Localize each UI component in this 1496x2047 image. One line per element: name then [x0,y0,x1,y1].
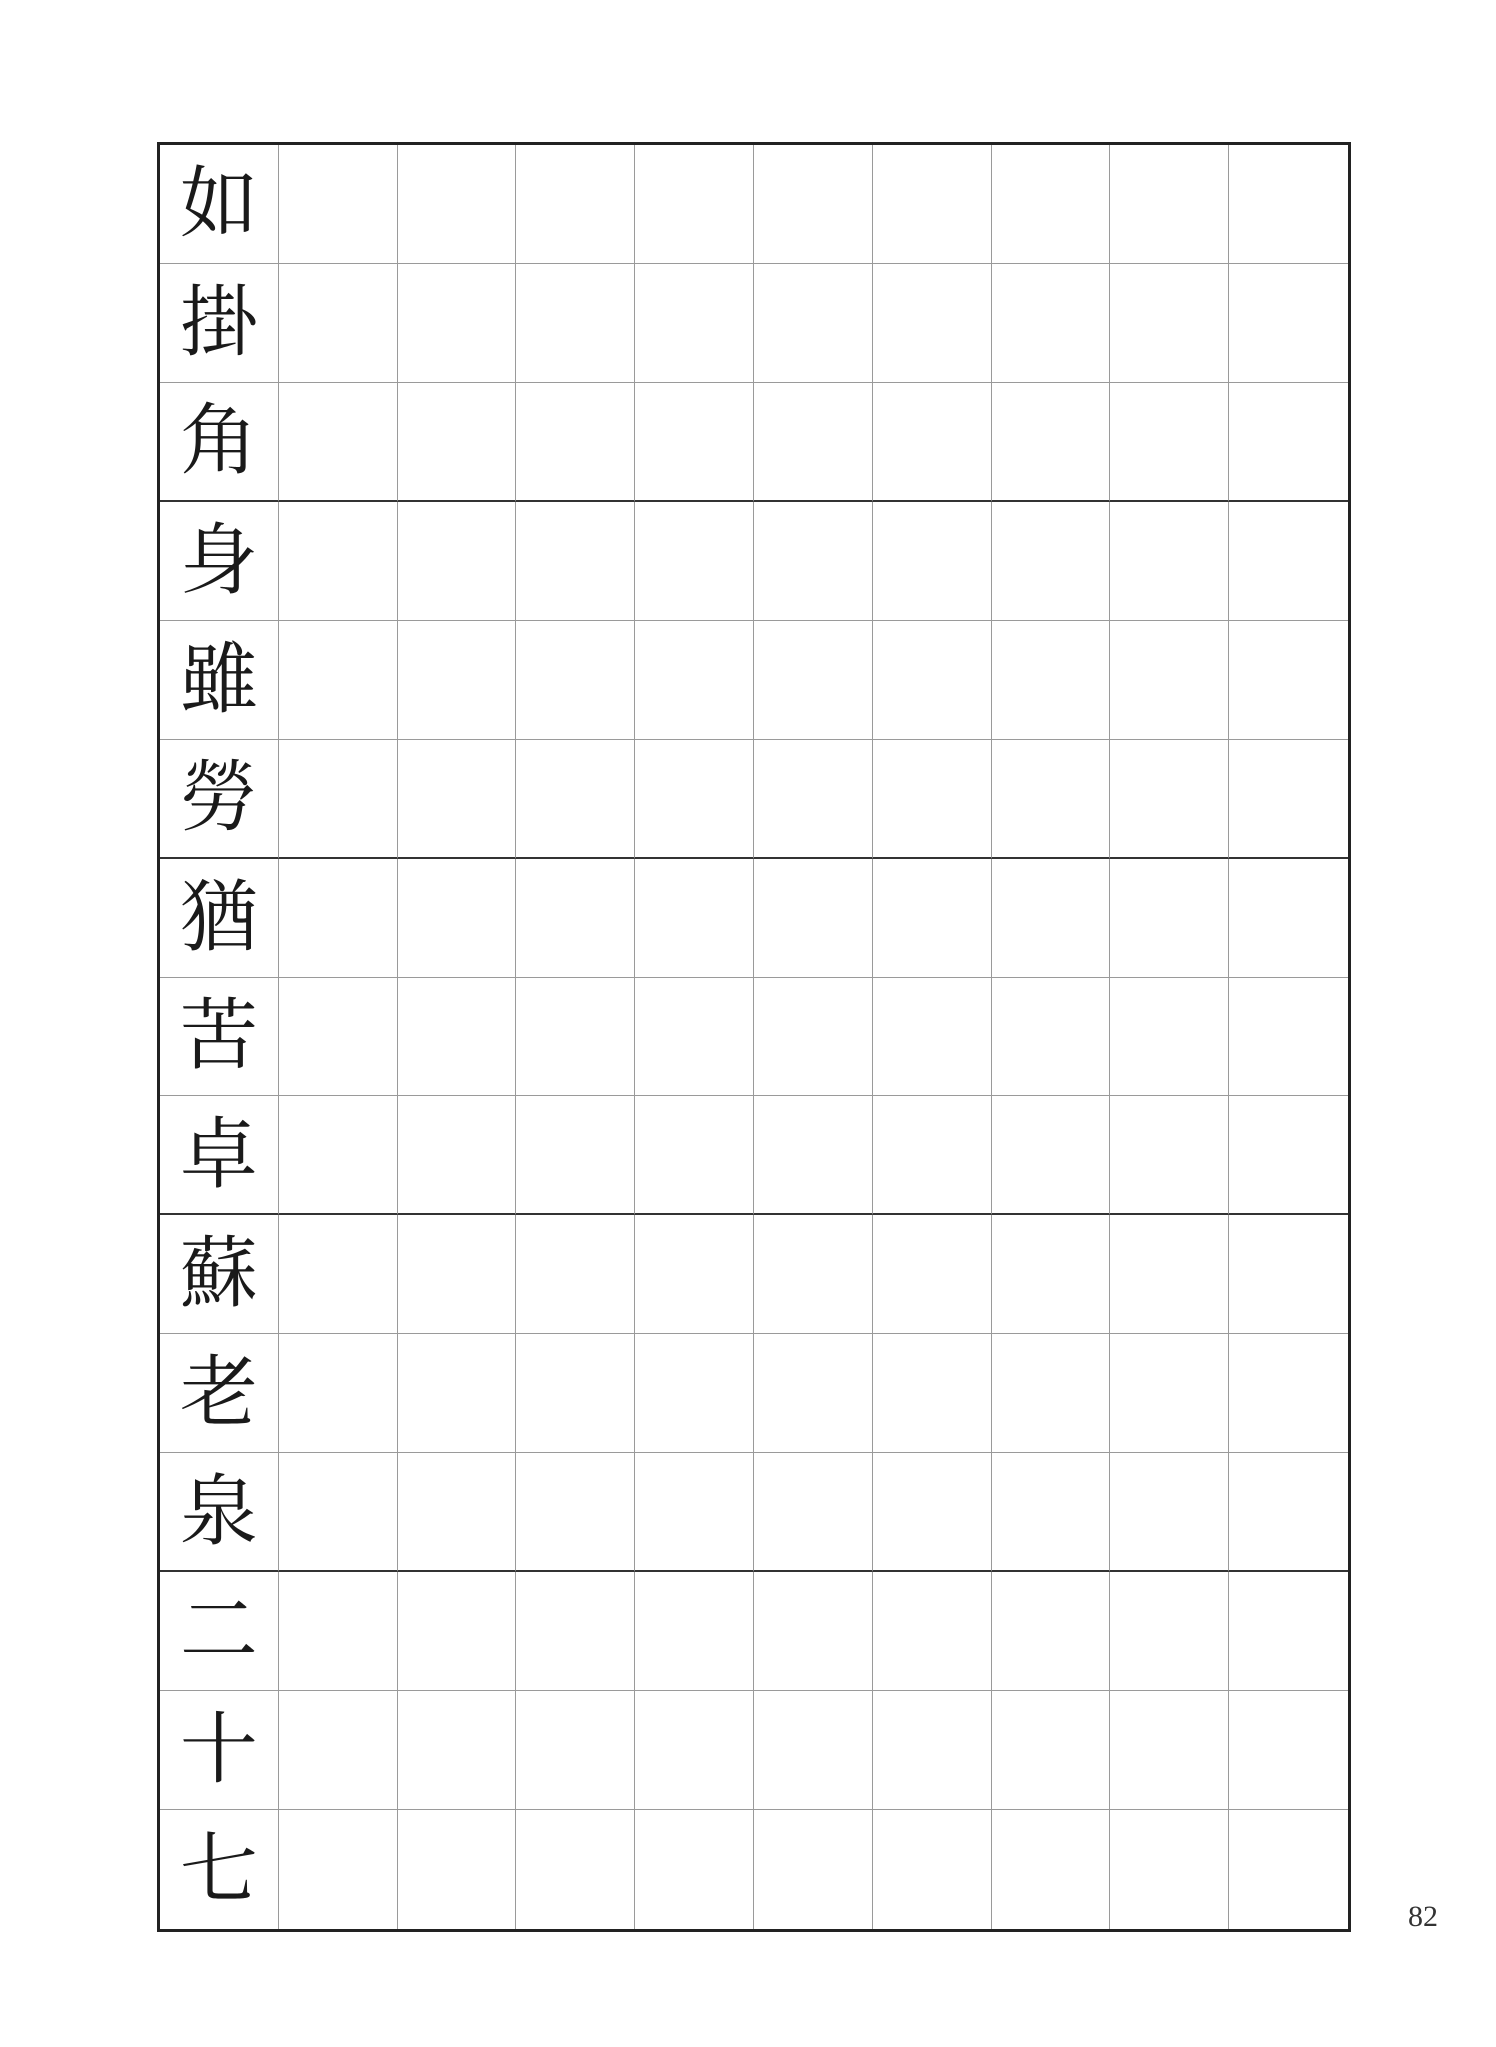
practice-cell [516,145,635,264]
practice-cell [516,740,635,859]
model-character: 猶 [179,872,258,963]
practice-cell [635,1453,754,1572]
practice-cell [992,1691,1111,1810]
practice-cell [873,740,992,859]
practice-cell [516,1334,635,1453]
practice-cell [992,978,1111,1097]
practice-cell [754,1453,873,1572]
practice-cell [873,383,992,502]
practice-cell [1110,1096,1229,1215]
practice-cell [754,978,873,1097]
model-character-cell [160,859,279,978]
practice-cell [873,1215,992,1334]
page-number: 82 [1408,1900,1438,1933]
practice-cell [398,1334,517,1453]
practice-cell [635,145,754,264]
practice-cell [635,264,754,383]
practice-cell [1229,1810,1348,1929]
practice-cell [754,740,873,859]
practice-cell [992,1572,1111,1691]
practice-cell [279,1453,398,1572]
practice-cell [754,502,873,621]
practice-cell [754,1691,873,1810]
practice-cell [279,1096,398,1215]
model-character-cell [160,621,279,740]
practice-cell [279,145,398,264]
practice-cell [1110,145,1229,264]
practice-cell [398,1572,517,1691]
practice-cell [992,621,1111,740]
practice-cell [279,859,398,978]
practice-cell [754,1096,873,1215]
practice-cell [754,1572,873,1691]
model-character-cell [160,502,279,621]
practice-cell [516,502,635,621]
practice-cell [635,383,754,502]
model-character-cell [160,383,279,502]
model-character: 七 [179,1824,258,1915]
practice-cell [873,978,992,1097]
model-character: 卓 [179,1109,258,1200]
practice-cell [1229,1215,1348,1334]
practice-cell [516,1096,635,1215]
model-character: 二 [179,1586,258,1677]
practice-cell [873,1096,992,1215]
practice-cell [635,1691,754,1810]
practice-cell [1110,264,1229,383]
practice-cell [279,740,398,859]
practice-cell [873,621,992,740]
practice-cell [279,1334,398,1453]
practice-cell [516,1691,635,1810]
practice-cell [992,1453,1111,1572]
model-character-cell [160,978,279,1097]
model-character-cell [160,1334,279,1453]
practice-cell [1229,740,1348,859]
practice-cell [1110,1334,1229,1453]
practice-cell [398,740,517,859]
practice-cell [398,978,517,1097]
model-character: 身 [179,515,258,606]
practice-cell [279,264,398,383]
practice-cell [754,145,873,264]
practice-cell [992,859,1111,978]
practice-cell [279,621,398,740]
practice-cell [873,1691,992,1810]
practice-cell [1110,859,1229,978]
practice-cell [1229,383,1348,502]
practice-cell [635,740,754,859]
practice-cell [1229,264,1348,383]
practice-cell [398,383,517,502]
practice-cell [1110,740,1229,859]
model-character-cell [160,1453,279,1572]
model-character-cell [160,1691,279,1810]
practice-cell [992,145,1111,264]
practice-cell [398,859,517,978]
practice-cell [398,1691,517,1810]
practice-cell [1229,145,1348,264]
practice-cell [516,264,635,383]
practice-cell [279,1810,398,1929]
practice-grid [157,142,1351,1932]
practice-cell [635,1096,754,1215]
practice-cell [279,502,398,621]
practice-cell [398,145,517,264]
model-character: 老 [179,1348,258,1439]
model-character-cell [160,145,279,264]
model-character: 角 [179,396,258,487]
practice-cell [516,859,635,978]
model-character-cell [160,1096,279,1215]
model-character-cell [160,1215,279,1334]
practice-cell [279,383,398,502]
practice-cell [635,502,754,621]
practice-cell [754,1810,873,1929]
practice-cell [754,859,873,978]
model-character: 勞 [179,753,258,844]
model-character: 掛 [179,277,258,368]
practice-cell [516,1453,635,1572]
practice-cell [873,1810,992,1929]
practice-cell [754,1334,873,1453]
practice-cell [1110,1572,1229,1691]
practice-cell [873,859,992,978]
practice-cell [1110,1215,1229,1334]
practice-cell [516,1572,635,1691]
practice-cell [1110,621,1229,740]
practice-cell [398,264,517,383]
practice-cell [635,859,754,978]
practice-cell [279,1215,398,1334]
model-character: 雖 [179,634,258,725]
practice-cell [1229,1453,1348,1572]
practice-cell [635,1572,754,1691]
practice-cell [754,621,873,740]
practice-cell [516,1810,635,1929]
practice-cell [635,1810,754,1929]
practice-cell [279,1691,398,1810]
practice-cell [1110,978,1229,1097]
model-character-cell [160,1810,279,1929]
practice-cell [873,1572,992,1691]
practice-cell [754,264,873,383]
practice-cell [992,383,1111,502]
practice-cell [398,1096,517,1215]
model-character: 如 [179,158,258,249]
practice-cell [873,1453,992,1572]
practice-cell [516,383,635,502]
practice-cell [873,145,992,264]
model-character: 苦 [179,991,258,1082]
practice-cell [635,1215,754,1334]
practice-cell [279,978,398,1097]
practice-cell [992,740,1111,859]
practice-cell [992,1810,1111,1929]
model-character-cell [160,740,279,859]
model-character-cell [160,1572,279,1691]
practice-cell [1110,502,1229,621]
practice-cell [1229,502,1348,621]
practice-cell [992,1334,1111,1453]
practice-cell [873,502,992,621]
practice-cell [635,978,754,1097]
practice-cell [1229,621,1348,740]
practice-cell [279,1572,398,1691]
practice-cell [398,502,517,621]
practice-cell [1110,383,1229,502]
practice-cell [516,1215,635,1334]
practice-cell [1229,1572,1348,1691]
model-character: 蘇 [179,1229,258,1320]
practice-cell [1229,1096,1348,1215]
practice-cell [516,621,635,740]
practice-cell [398,1453,517,1572]
practice-cell [1110,1691,1229,1810]
practice-cell [992,1215,1111,1334]
practice-cell [992,1096,1111,1215]
practice-cell [873,264,992,383]
model-character: 泉 [179,1466,258,1557]
practice-cell [635,621,754,740]
practice-cell [754,383,873,502]
practice-cell [1110,1453,1229,1572]
practice-cell [992,502,1111,621]
practice-cell [1229,978,1348,1097]
practice-cell [398,1215,517,1334]
practice-cell [516,978,635,1097]
model-character: 十 [179,1705,258,1796]
practice-cell [398,621,517,740]
practice-cell [398,1810,517,1929]
practice-cell [1229,1334,1348,1453]
practice-cell [992,264,1111,383]
practice-cell [1229,1691,1348,1810]
practice-cell [754,1215,873,1334]
practice-cell [873,1334,992,1453]
practice-cell [1229,859,1348,978]
practice-cell [635,1334,754,1453]
practice-cell [1110,1810,1229,1929]
model-character-cell [160,264,279,383]
